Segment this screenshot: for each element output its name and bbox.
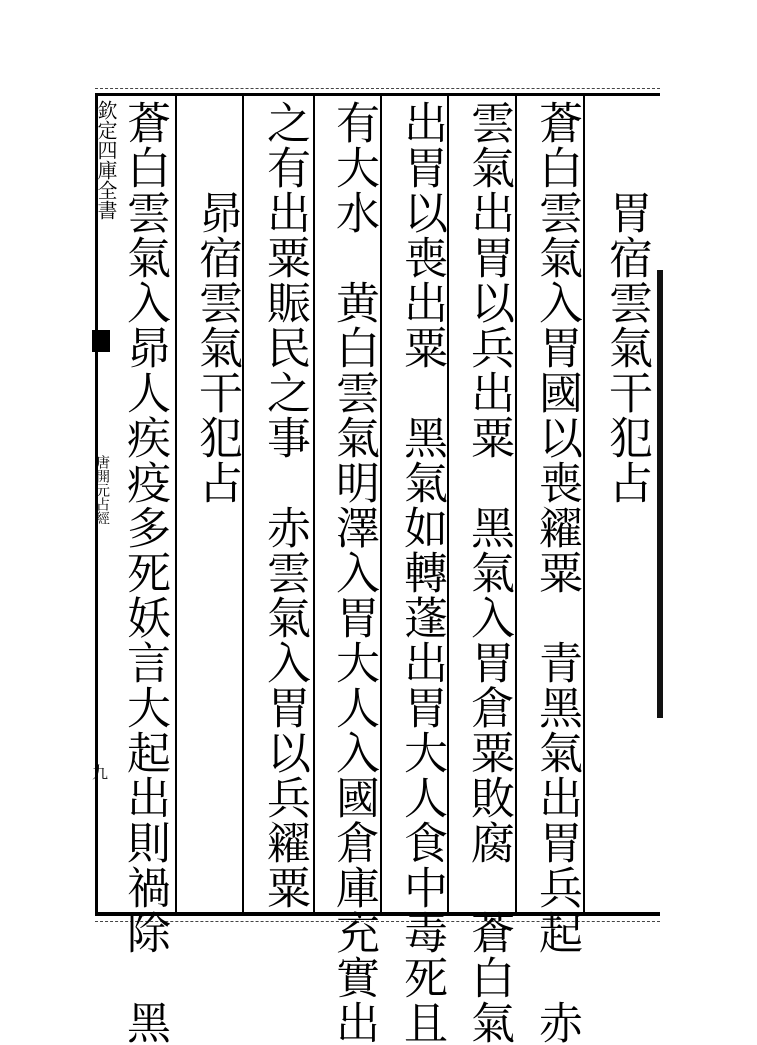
column-rule	[313, 96, 315, 912]
text-column: 之有出粟賑民之事 赤雲氣入胃以兵糴粟	[259, 100, 310, 910]
margin-page-number: 九	[92, 763, 109, 782]
margin-section-title: 唐開元占經	[94, 455, 110, 525]
text-column: 出胃以喪出粟 黑氣如轉蓬出胃大人食中毒死且	[396, 100, 447, 1045]
text-column: 雲氣出胃以兵出粟 黑氣入胃倉粟敗腐 蒼白氣	[463, 100, 514, 1045]
text-column: 蒼白雲氣入胃國以喪糴粟 青黑氣出胃兵起 赤	[531, 100, 582, 1045]
right-edge-bar	[657, 270, 663, 718]
text-column-heading-wei: 胃宿雲氣干犯占	[601, 190, 652, 505]
text-column: 蒼白雲氣入昴人疾疫多死妖言大起出則禍除 黑	[119, 100, 170, 1045]
text-column: 有大水 黄白雲氣明澤入胃大人入國倉庫充實出	[328, 100, 379, 1045]
top-border	[95, 93, 660, 96]
margin-fishtail-mark	[92, 330, 110, 352]
top-dashed-rule	[95, 88, 660, 89]
column-rule	[447, 96, 449, 912]
text-column-heading-mao: 昴宿雲氣干犯占	[191, 190, 242, 505]
column-rule	[242, 96, 244, 912]
margin-book-title: 欽定四庫全書	[94, 100, 118, 220]
column-rule	[380, 96, 382, 912]
column-rule	[583, 96, 585, 912]
column-rule	[175, 96, 177, 912]
column-rule	[515, 96, 517, 912]
